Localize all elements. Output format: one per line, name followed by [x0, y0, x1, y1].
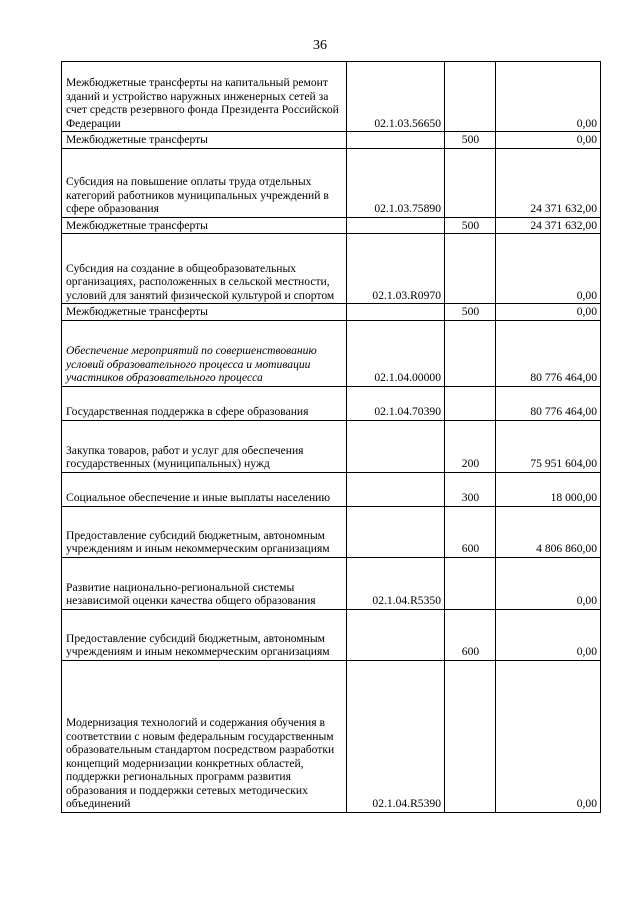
- row-amount: 0,00: [496, 62, 601, 132]
- row-name: Государственная поддержка в сфере образования: [62, 386, 347, 420]
- row-expense-type: [445, 62, 496, 132]
- row-expense-type: 300: [445, 472, 496, 506]
- table-row: [62, 304, 601, 321]
- row-expense-type: [445, 320, 496, 386]
- budget-table: [61, 61, 601, 813]
- row-name: Обеспечение мероприятий по совершенствованию условий образовательного процесса и мотивации участников образовательного процесса: [62, 320, 347, 386]
- row-expense-type: 500: [445, 304, 496, 321]
- table-row: [62, 609, 601, 660]
- row-code: [347, 420, 445, 472]
- row-expense-type: [445, 386, 496, 420]
- row-expense-type: [445, 557, 496, 609]
- row-expense-type: [445, 234, 496, 304]
- table-row: [62, 62, 601, 132]
- table-row: [62, 472, 601, 506]
- row-amount: 75 951 604,00: [496, 420, 601, 472]
- page-number: 36: [313, 38, 327, 53]
- row-amount: 0,00: [496, 304, 601, 321]
- row-amount: 0,00: [496, 234, 601, 304]
- row-name: Субсидия на создание в общеобразовательных организациях, расположенных в сельской местности, условий для занятий физической культурой и спортом: [62, 234, 347, 304]
- table-row: [62, 234, 601, 304]
- row-amount: 0,00: [496, 660, 601, 812]
- row-expense-type: 500: [445, 132, 496, 149]
- row-code: 02.1.03.75890: [347, 148, 445, 217]
- table-row: [62, 506, 601, 557]
- row-amount: 0,00: [496, 557, 601, 609]
- row-amount: 24 371 632,00: [496, 148, 601, 217]
- table-row: [62, 320, 601, 386]
- row-code: [347, 506, 445, 557]
- row-expense-type: 600: [445, 506, 496, 557]
- row-name: Закупка товаров, работ и услуг для обеспечения государственных (муниципальных) нужд: [62, 420, 347, 472]
- row-amount: 80 776 464,00: [496, 386, 601, 420]
- row-code: 02.1.04.70390: [347, 386, 445, 420]
- row-name: Межбюджетные трансферты: [62, 217, 347, 234]
- row-expense-type: 600: [445, 609, 496, 660]
- row-code: 02.1.04.R5390: [347, 660, 445, 812]
- row-amount: 24 371 632,00: [496, 217, 601, 234]
- row-code: [347, 472, 445, 506]
- row-code: 02.1.04.R5350: [347, 557, 445, 609]
- table-row: [62, 420, 601, 472]
- table-row: [62, 132, 601, 149]
- row-name: Социальное обеспечение и иные выплаты населению: [62, 472, 347, 506]
- table-row: [62, 386, 601, 420]
- row-name: Межбюджетные трансферты на капитальный ремонт зданий и устройство наружных инженерных сетей за счет средств резервного фонда Президента Российской Федерации: [62, 62, 347, 132]
- row-expense-type: [445, 660, 496, 812]
- row-code: 02.1.03.R0970: [347, 234, 445, 304]
- row-code: [347, 132, 445, 149]
- row-amount: 0,00: [496, 132, 601, 149]
- row-code: 02.1.03.56650: [347, 62, 445, 132]
- row-name: Межбюджетные трансферты: [62, 132, 347, 149]
- row-name: Модернизация технологий и содержания обучения в соответствии с новым федеральным государственным образовательным стандартом посредством разработки концепций модернизации конкретных областей, поддержки региональных программ развития образования и поддержки сетевых методических объединений: [62, 660, 347, 812]
- row-name: Предоставление субсидий бюджетным, автономным учреждениям и иным некоммерческим организациям: [62, 506, 347, 557]
- row-amount: 80 776 464,00: [496, 320, 601, 386]
- table-row: [62, 660, 601, 812]
- row-amount: 4 806 860,00: [496, 506, 601, 557]
- row-code: 02.1.04.00000: [347, 320, 445, 386]
- row-name: Развитие национально-региональной системы независимой оценки качества общего образования: [62, 557, 347, 609]
- row-expense-type: 200: [445, 420, 496, 472]
- row-code: [347, 304, 445, 321]
- row-name: Предоставление субсидий бюджетным, автономным учреждениям и иным некоммерческим организациям: [62, 609, 347, 660]
- row-expense-type: 500: [445, 217, 496, 234]
- table-row: [62, 217, 601, 234]
- row-expense-type: [445, 148, 496, 217]
- row-amount: 18 000,00: [496, 472, 601, 506]
- row-code: [347, 217, 445, 234]
- row-code: [347, 609, 445, 660]
- row-amount: 0,00: [496, 609, 601, 660]
- table-row: [62, 148, 601, 217]
- budget-table-body: [62, 62, 601, 813]
- row-name: Межбюджетные трансферты: [62, 304, 347, 321]
- row-name: Субсидия на повышение оплаты труда отдельных категорий работников муниципальных учреждений в сфере образования: [62, 148, 347, 217]
- table-row: [62, 557, 601, 609]
